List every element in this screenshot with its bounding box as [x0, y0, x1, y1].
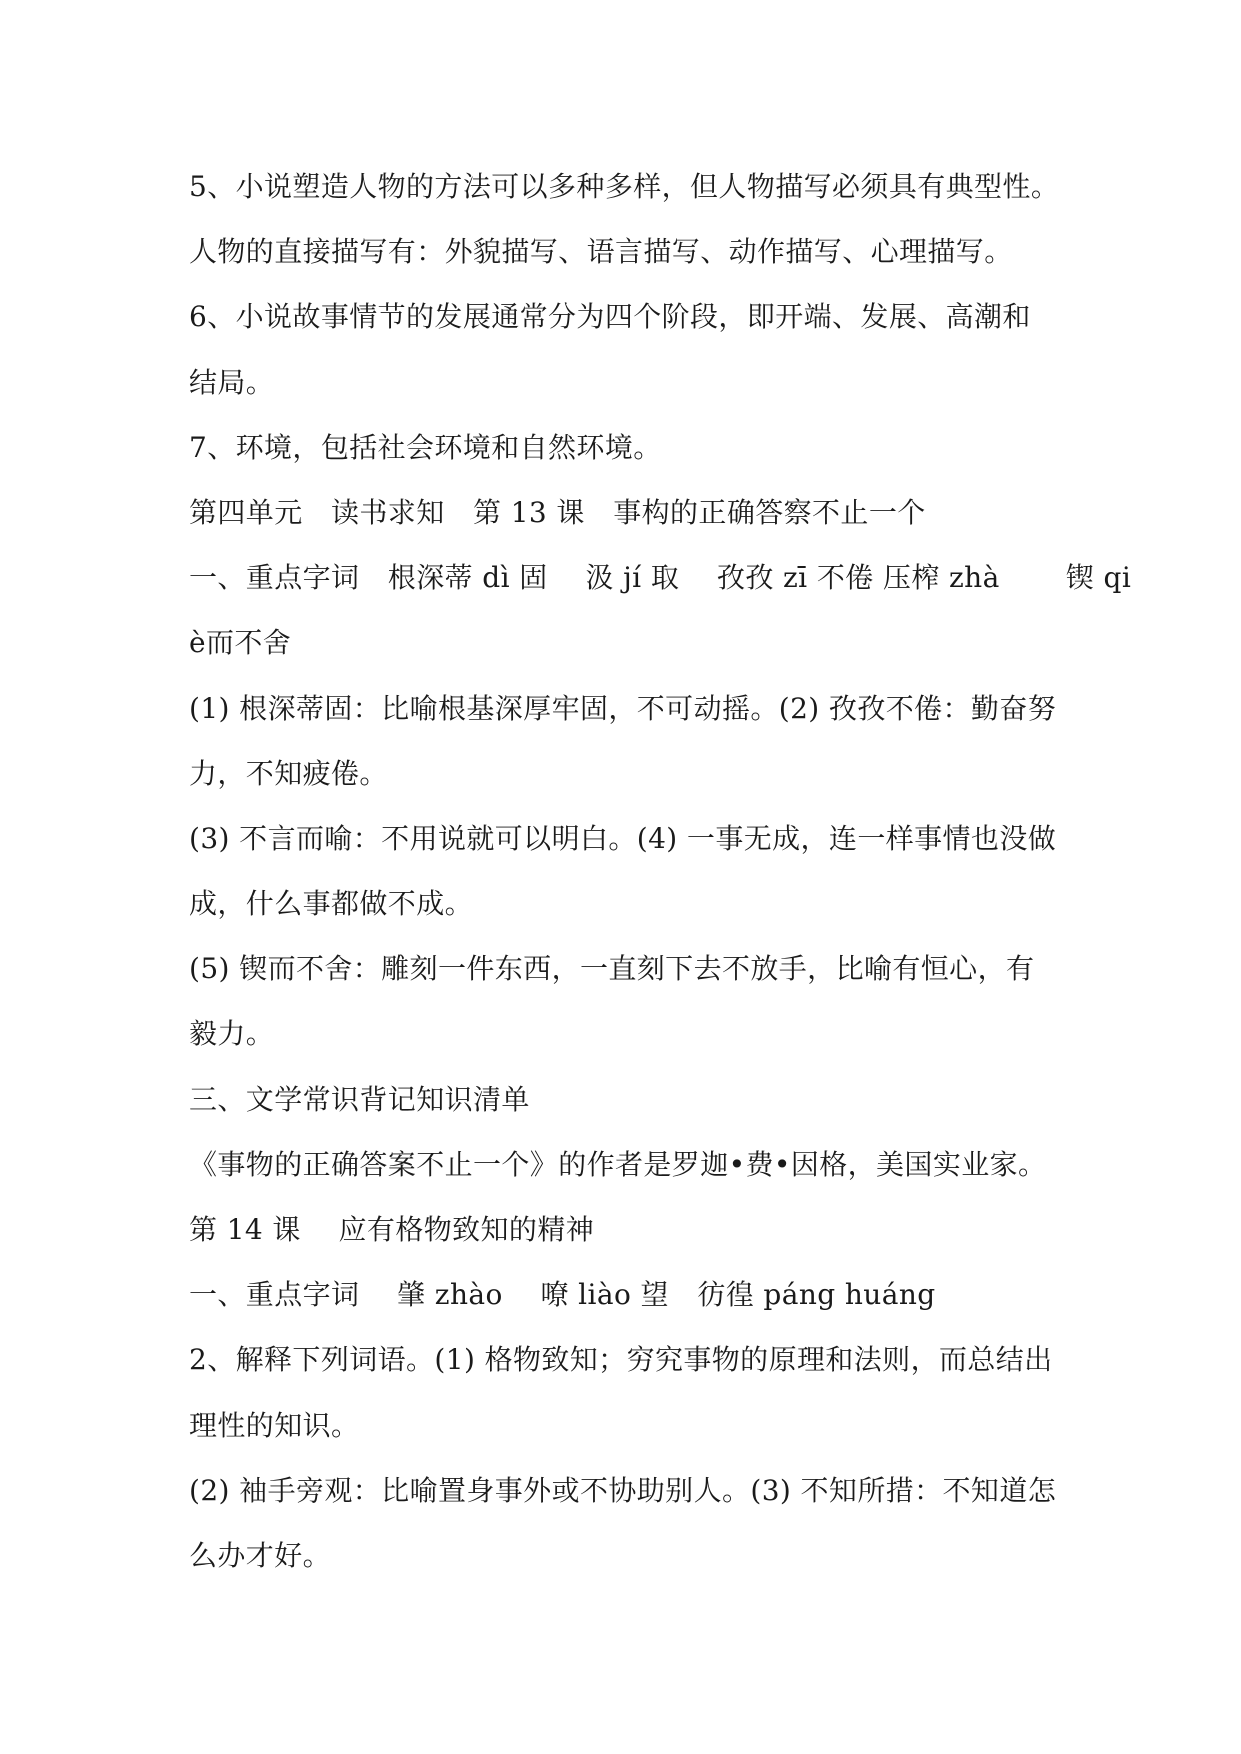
text-line: 2、解释下列词语。(1) 格物致知；穷究事物的原理和法则，而总结出 [189, 1343, 1053, 1377]
text-line: 7、环境，包括社会环境和自然环境。 [189, 430, 662, 464]
text-line: (3) 不言而喻：不用说就可以明白。(4) 一事无成，连一样事情也没做 [189, 821, 1057, 855]
text-line: 理性的知识。 [189, 1408, 360, 1442]
text-line: 力，不知疲倦。 [189, 756, 388, 790]
text-line: 6、小说故事情节的发展通常分为四个阶段，即开端、发展、高潮和 [189, 300, 1031, 334]
text-line: 么办才好。 [189, 1538, 332, 1572]
text-line: 结局。 [189, 365, 275, 399]
text-line: 《事物的正确答案不止一个》的作者是罗迦•费•因格，美国实业家。 [189, 1147, 1047, 1181]
text-line: (1) 根深蒂固：比喻根基深厚牢固，不可动摇。(2) 孜孜不倦：勤奋努 [189, 691, 1057, 725]
text-line: è而不舍 [189, 626, 292, 660]
text-line: 成，什么事都做不成。 [189, 887, 474, 921]
section-heading: 三、文学常识背记知识清单 [189, 1082, 530, 1116]
document-body [189, 154, 1132, 1588]
text-line: 人物的直接描写有：外貌描写、语言描写、动作描写、心理描写。 [189, 235, 1013, 269]
text-line: 一、重点字词 根深蒂 dì 固 汲 jí 取 孜孜 zī 不倦 压榨 zhà 锲 qi [189, 561, 1132, 595]
text-line: 毅力。 [189, 1017, 275, 1051]
text-line: 一、重点字词 肇 zhào 嘹 liào 望 彷徨 páng huáng [189, 1278, 936, 1312]
text-line: (2) 袖手旁观：比喻置身事外或不协助别人。(3) 不知所措：不知道怎 [189, 1473, 1057, 1507]
section-heading: 第 14 课 应有格物致知的精神 [189, 1213, 595, 1246]
section-heading: 第四单元 读书求知 第 13 课 事构的正确答察不止一个 [189, 495, 926, 529]
text-line: (5) 锲而不舍：雕刻一件东西，一直刻下去不放手，比喻有恒心，有 [189, 952, 1035, 986]
text-line: 5、小说塑造人物的方法可以多种多样，但人物描写必须具有典型性。 [189, 170, 1060, 203]
